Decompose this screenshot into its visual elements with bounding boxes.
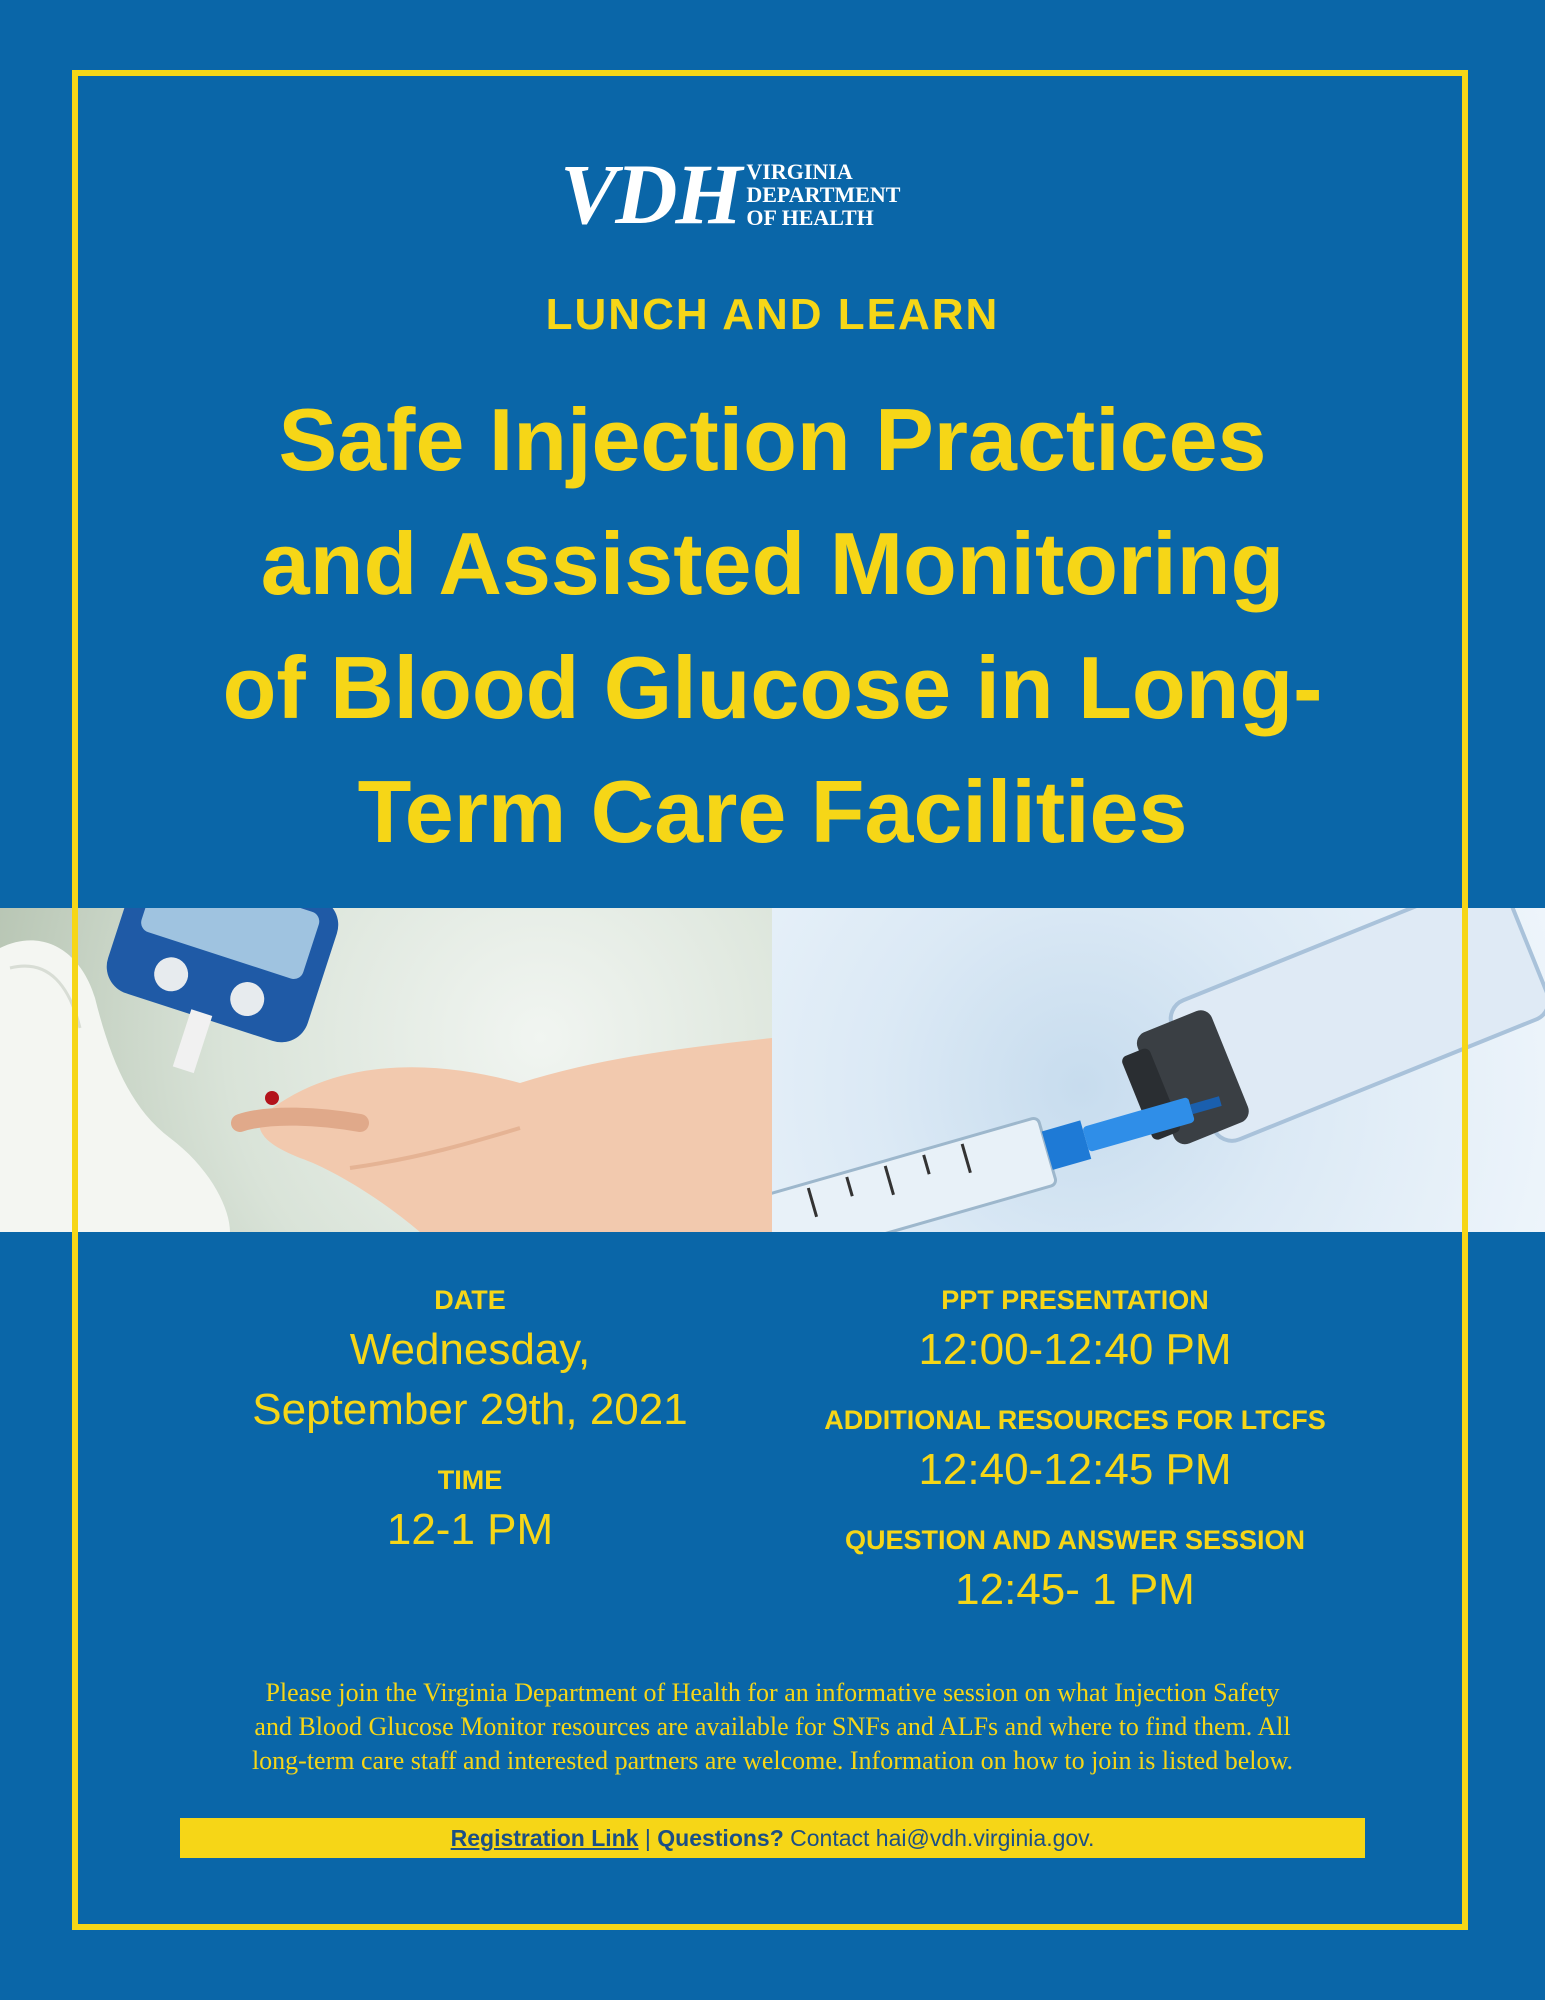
description-line-2: and Blood Glucose Monitor resources are available for SNFs and ALFs and where to find them. All — [254, 1712, 1291, 1741]
questions-label: Questions? — [657, 1825, 784, 1851]
schedule-time-2: 12:40-12:45 PM — [918, 1445, 1232, 1494]
date-time-column — [170, 1280, 770, 1580]
photo-strip — [0, 908, 1545, 1232]
event-description — [170, 1676, 1375, 1778]
title-line-4: Term Care Facilities — [357, 762, 1188, 861]
title-line-1: Safe Injection Practices — [278, 390, 1267, 489]
registration-banner — [180, 1818, 1365, 1858]
time-label: TIME — [437, 1465, 503, 1495]
schedule-time-1: 12:00-12:40 PM — [918, 1325, 1232, 1374]
schedule-column — [775, 1280, 1375, 1640]
vdh-logo-text — [746, 160, 900, 229]
glucose-test-illustration — [0, 908, 772, 1232]
date-line-2: September 29th, 2021 — [252, 1385, 688, 1434]
description-line-3: long-term care staff and interested partners are welcome. Information on how to join is listed below. — [251, 1746, 1294, 1775]
schedule-time-3: 12:45- 1 PM — [955, 1565, 1195, 1614]
schedule-label-3: QUESTION AND ANSWER SESSION — [844, 1525, 1306, 1555]
date-line-1: Wednesday, — [349, 1325, 591, 1374]
logo-line-3: OF HEALTH — [746, 204, 874, 230]
banner-separator: | — [638, 1825, 658, 1851]
description-line-1: Please join the Virginia Department of Health for an informative session on what Injection Safety — [265, 1678, 1280, 1707]
registration-link[interactable]: Registration Link — [450, 1825, 639, 1851]
contact-text: Contact hai@vdh.virginia.gov. — [783, 1825, 1095, 1851]
syringe-vial-illustration — [772, 908, 1545, 1232]
syringe-vial-photo — [772, 908, 1545, 1232]
glucose-test-photo — [0, 908, 772, 1232]
schedule-label-1: PPT PRESENTATION — [941, 1285, 1209, 1315]
title-line-3: of Blood Glucose in Long- — [222, 638, 1323, 737]
logo-line-1: VIRGINIA — [746, 158, 853, 184]
schedule-label-2: ADDITIONAL RESOURCES FOR LTCFS — [824, 1405, 1326, 1435]
vdh-logo-mark: VDH — [560, 146, 741, 242]
event-type-heading: LUNCH AND LEARN — [545, 290, 1000, 339]
vdh-logo — [560, 148, 900, 240]
event-title — [120, 378, 1425, 874]
date-label: DATE — [434, 1285, 506, 1315]
time-value: 12-1 PM — [386, 1505, 554, 1554]
logo-line-2: DEPARTMENT — [746, 181, 901, 207]
date-value — [170, 1320, 770, 1440]
title-line-2: and Assisted Monitoring — [260, 514, 1285, 613]
